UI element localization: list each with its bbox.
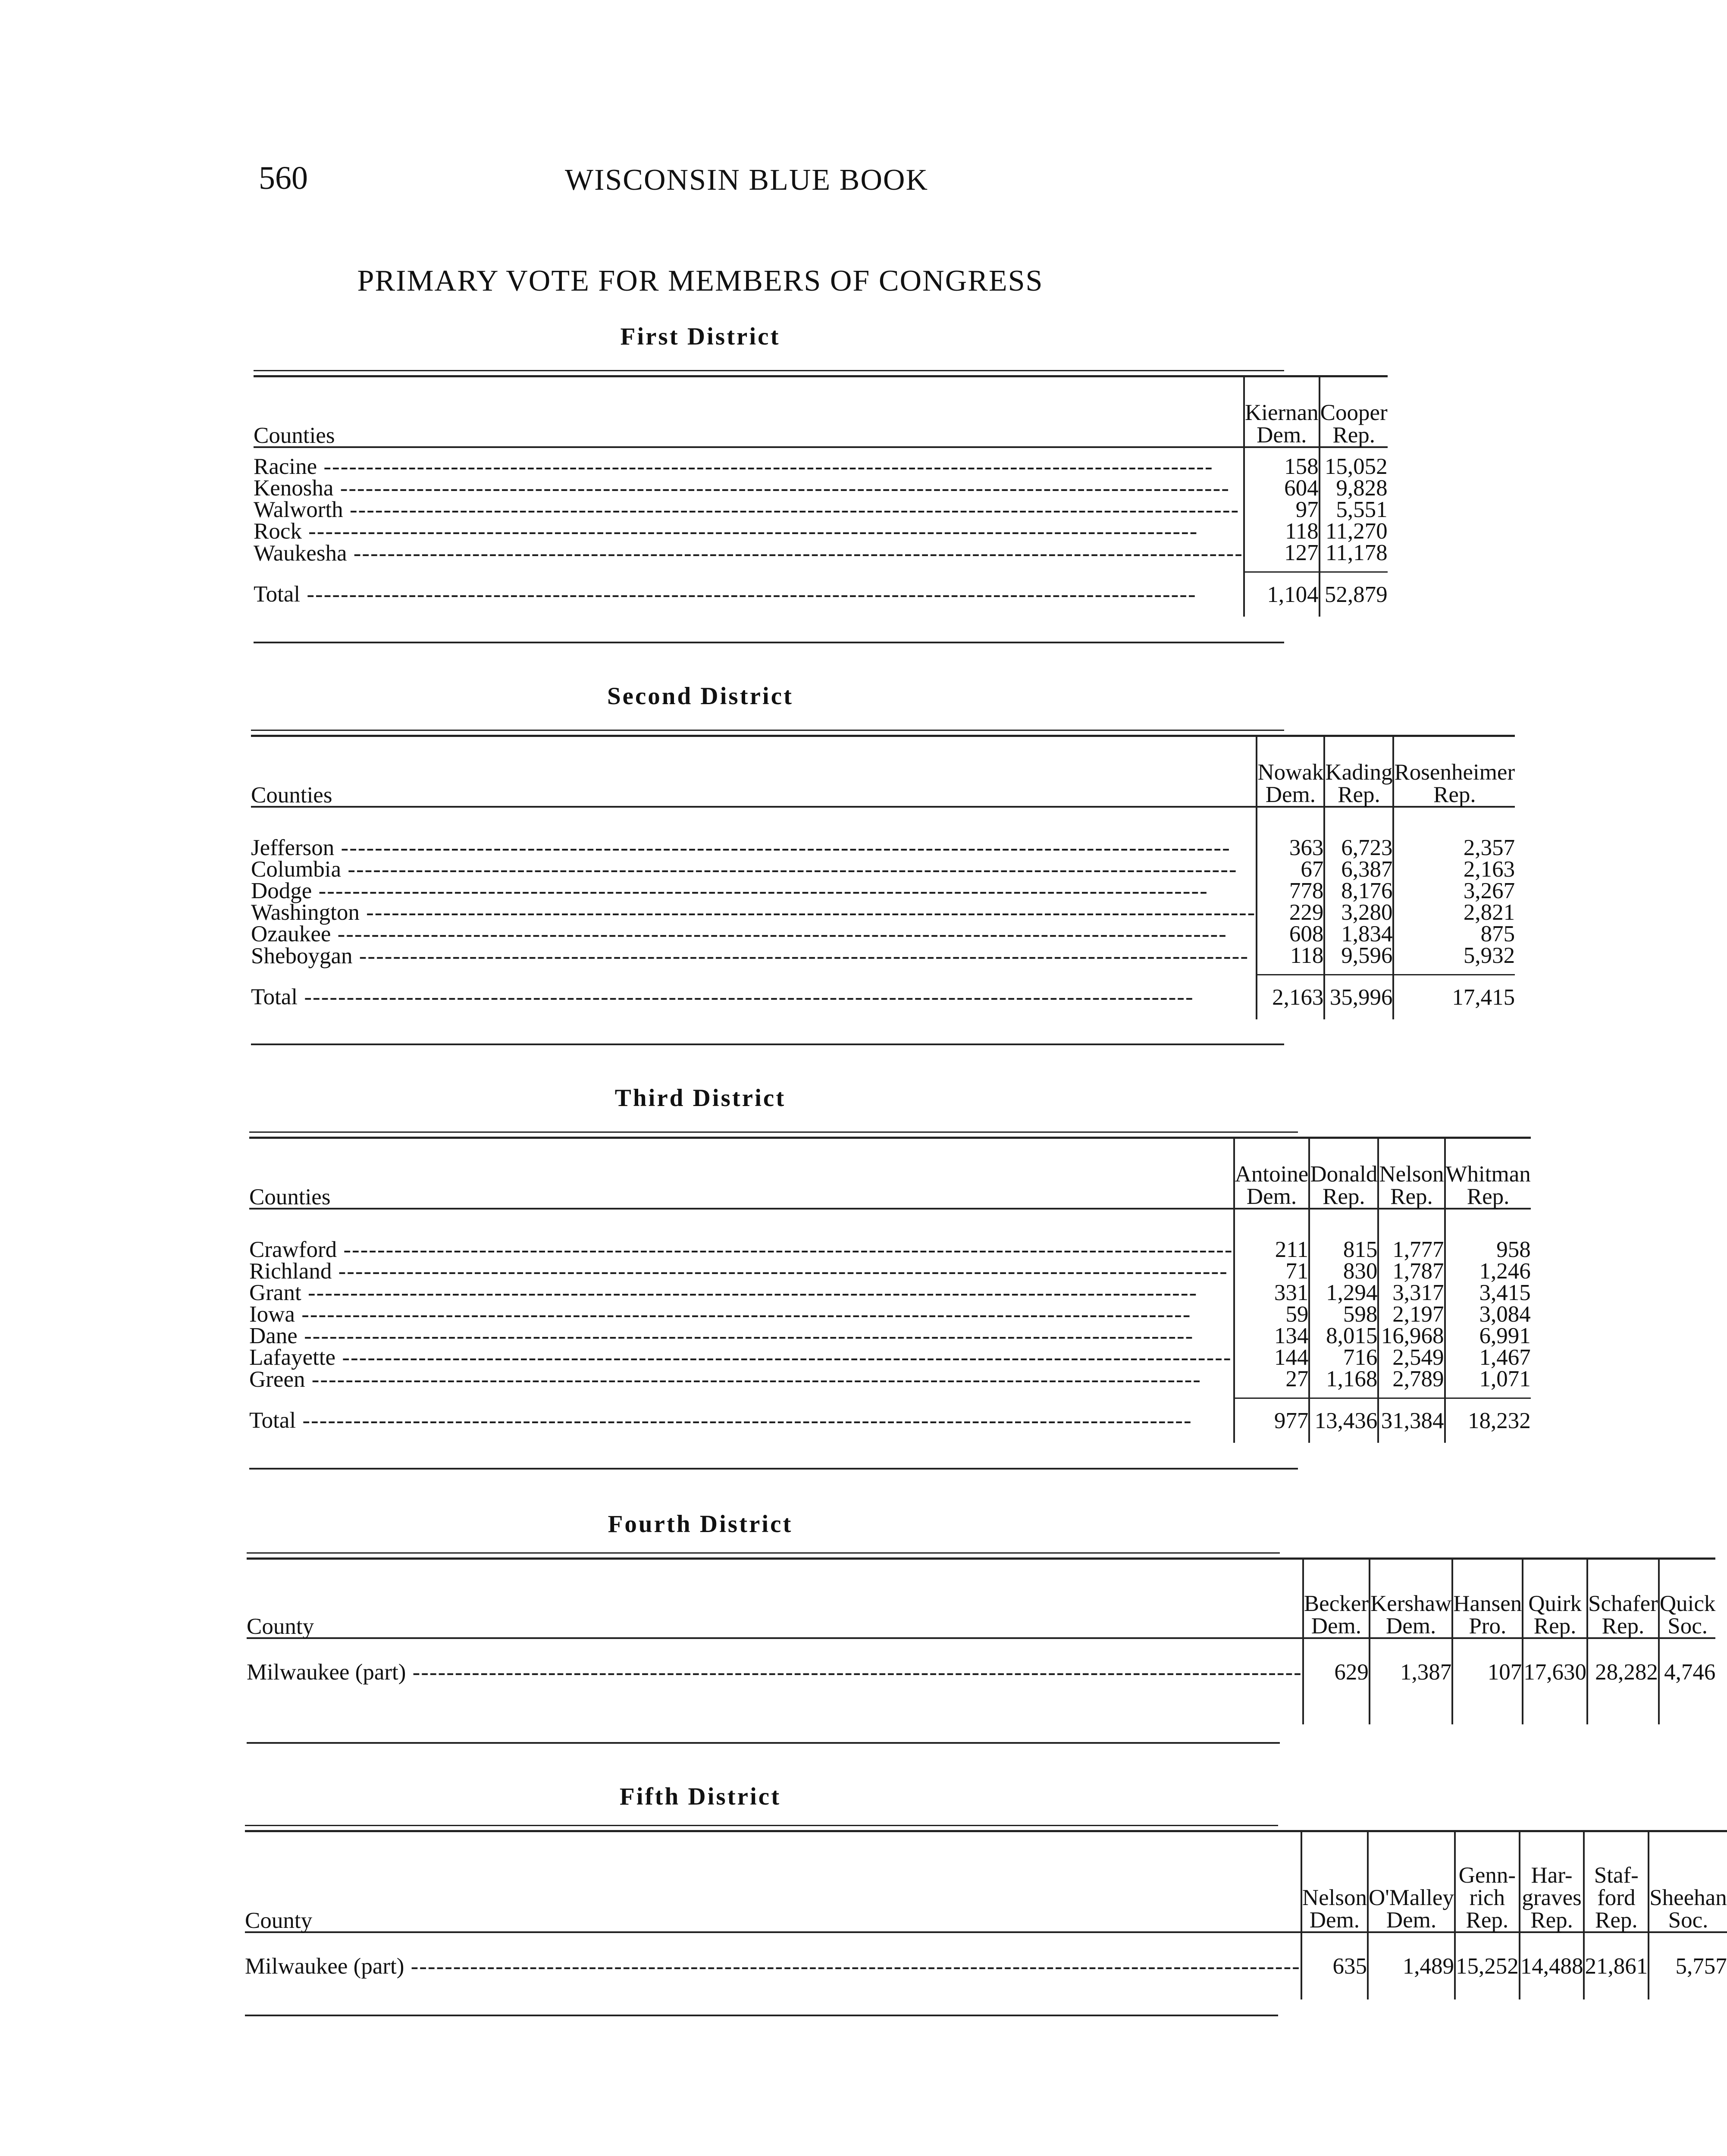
- table-row: [249, 1282, 1531, 1304]
- total-vote-count: 17,415: [1393, 975, 1515, 1020]
- candidate-header: [1523, 1559, 1587, 1639]
- candidate-party: Dem.: [1386, 1908, 1437, 1933]
- page-number: 560: [259, 160, 308, 196]
- vote-count: 118: [1257, 945, 1324, 975]
- candidate-party: Soc.: [1667, 1614, 1708, 1639]
- candidate-header: [1368, 1831, 1455, 1933]
- vote-count: 716: [1309, 1347, 1378, 1368]
- vote-count: 1,071: [1445, 1368, 1531, 1398]
- vote-count: 11,270: [1320, 520, 1388, 542]
- candidate-header: [1320, 376, 1388, 448]
- county-name: Columbia -----: [251, 859, 1257, 880]
- total-row: [254, 572, 1388, 617]
- vote-count: 1,294: [1309, 1282, 1378, 1304]
- district-title-second: Second District: [607, 683, 794, 710]
- total-vote-count: 2,163: [1257, 975, 1324, 1020]
- candidate-name: Cooper: [1320, 400, 1388, 425]
- vote-count: 5,551: [1320, 499, 1388, 520]
- total-vote-count: 1,104: [1244, 572, 1320, 617]
- total-vote-count: 977: [1234, 1398, 1310, 1443]
- table-header-row: [251, 736, 1515, 807]
- vote-count: 3,084: [1445, 1304, 1531, 1325]
- vote-count: 8,176: [1324, 880, 1393, 902]
- candidate-name: Donald: [1310, 1162, 1378, 1187]
- table-row: [249, 1209, 1531, 1260]
- district-title-first: First District: [620, 323, 780, 350]
- county-name: Ozaukee -----: [251, 923, 1257, 945]
- vote-count: 14,488: [1520, 1932, 1584, 1999]
- vote-count: 815: [1309, 1209, 1378, 1260]
- total-row: [249, 1398, 1531, 1443]
- vote-count: 17,630: [1523, 1638, 1587, 1724]
- candidate-header: [1370, 1559, 1452, 1639]
- table-bottom-rule: [249, 1468, 1298, 1470]
- vote-count: 1,168: [1309, 1368, 1378, 1398]
- candidate-party: Dem.: [1311, 1614, 1361, 1639]
- county-name: Dodge -----: [251, 880, 1257, 902]
- candidate-party: Rep.: [1433, 782, 1476, 807]
- candidate-name: Sheehan: [1649, 1885, 1727, 1910]
- candidate-party: Dem.: [1246, 1184, 1297, 1209]
- candidate-header: [1324, 736, 1393, 807]
- candidate-header: [1378, 1138, 1445, 1209]
- vote-count: 3,280: [1324, 902, 1393, 923]
- vote-count: 629: [1303, 1638, 1370, 1724]
- total-label: Total -----: [249, 1398, 1234, 1443]
- vote-count: 6,387: [1324, 859, 1393, 880]
- county-name: Lafayette -----: [249, 1347, 1234, 1368]
- vote-count: 958: [1445, 1209, 1531, 1260]
- vote-count: 331: [1234, 1282, 1310, 1304]
- total-row: [251, 975, 1515, 1020]
- candidate-name: Rosenheimer: [1394, 760, 1515, 785]
- table-top-rule: [247, 1552, 1280, 1554]
- candidate-header: [1244, 376, 1320, 448]
- candidate-header: [1257, 736, 1324, 807]
- table-header-row: [249, 1138, 1531, 1209]
- table-row: [251, 859, 1515, 880]
- table-bottom-rule: [247, 1742, 1280, 1744]
- candidate-party: Rep.: [1390, 1184, 1433, 1209]
- county-name: Rock -----: [254, 520, 1244, 542]
- total-label: Total -----: [251, 975, 1257, 1020]
- candidate-name: Quick: [1659, 1591, 1716, 1616]
- vote-count: 134: [1234, 1325, 1310, 1347]
- county-name: Iowa -----: [249, 1304, 1234, 1325]
- page-title: PRIMARY VOTE FOR MEMBERS OF CONGRESS: [357, 264, 1044, 298]
- vote-count: 127: [1244, 542, 1320, 572]
- vote-count: 21,861: [1584, 1932, 1649, 1999]
- vote-count: 635: [1301, 1932, 1368, 1999]
- vote-count: 15,052: [1320, 447, 1388, 477]
- table-header-row: [247, 1559, 1715, 1639]
- vote-count: 67: [1257, 859, 1324, 880]
- county-name: Waukesha -----: [254, 542, 1244, 572]
- candidate-header: [1659, 1559, 1716, 1639]
- vote-count: 9,828: [1320, 477, 1388, 499]
- candidate-party: Dem.: [1265, 782, 1316, 807]
- vote-count: 27: [1234, 1368, 1310, 1398]
- candidate-party: Rep.: [1338, 782, 1380, 807]
- vote-count: 5,932: [1393, 945, 1515, 975]
- candidate-party: Dem.: [1385, 1614, 1436, 1639]
- vote-count: 97: [1244, 499, 1320, 520]
- county-column-header: County: [247, 1559, 1303, 1639]
- table-header-row: [254, 376, 1388, 448]
- candidate-name: Staf- ford: [1594, 1863, 1639, 1910]
- candidate-header: [1309, 1138, 1378, 1209]
- county-name: Crawford -----: [249, 1209, 1234, 1260]
- total-vote-count: 52,879: [1320, 572, 1388, 617]
- county-name: Racine -----: [254, 447, 1244, 477]
- candidate-party: Rep.: [1466, 1908, 1509, 1933]
- vote-count: 144: [1234, 1347, 1310, 1368]
- vote-count: 5,757: [1649, 1932, 1727, 1999]
- candidate-header: [1301, 1831, 1368, 1933]
- candidate-name: Nowak: [1257, 760, 1324, 785]
- candidate-header: [1455, 1831, 1520, 1933]
- candidate-header: [1584, 1831, 1649, 1933]
- county-column-header: Counties: [251, 736, 1257, 807]
- district-title-fourth: Fourth District: [608, 1510, 793, 1538]
- table-top-rule: [251, 730, 1284, 731]
- running-head: WISCONSIN BLUE BOOK: [565, 163, 928, 197]
- table-row: [249, 1325, 1531, 1347]
- candidate-header: [1649, 1831, 1727, 1933]
- vote-table-third-district: [249, 1137, 1531, 1443]
- vote-count: 6,723: [1324, 807, 1393, 859]
- vote-count: 363: [1257, 807, 1324, 859]
- vote-count: 6,991: [1445, 1325, 1531, 1347]
- vote-table-second-district: [251, 735, 1515, 1019]
- candidate-party: Soc.: [1668, 1908, 1708, 1933]
- vote-count: 158: [1244, 447, 1320, 477]
- vote-count: 830: [1309, 1260, 1378, 1282]
- candidate-name: Kading: [1325, 760, 1393, 785]
- candidate-name: Har- graves: [1522, 1863, 1582, 1910]
- vote-count: 2,789: [1378, 1368, 1445, 1398]
- candidate-name: Genn- rich: [1458, 1863, 1516, 1910]
- candidate-name: Antoine: [1235, 1162, 1309, 1187]
- table-bottom-rule: [254, 642, 1284, 643]
- candidate-party: Dem.: [1257, 423, 1307, 448]
- table-top-rule: [245, 1825, 1278, 1826]
- total-vote-count: 13,436: [1309, 1398, 1378, 1443]
- table-top-rule: [249, 1131, 1298, 1133]
- candidate-name: Quirk: [1528, 1591, 1582, 1616]
- candidate-party: Rep.: [1602, 1614, 1645, 1639]
- candidate-name: Nelson: [1379, 1162, 1444, 1187]
- total-vote-count: 35,996: [1324, 975, 1393, 1020]
- vote-count: 598: [1309, 1304, 1378, 1325]
- candidate-party: Dem.: [1309, 1908, 1360, 1933]
- table-row: [251, 923, 1515, 945]
- total-vote-count: 31,384: [1378, 1398, 1445, 1443]
- candidate-header: [1587, 1559, 1659, 1639]
- vote-count: 604: [1244, 477, 1320, 499]
- county-name: Jefferson -----: [251, 807, 1257, 859]
- vote-count: 229: [1257, 902, 1324, 923]
- county-column-header: Counties: [249, 1138, 1234, 1209]
- vote-count: 9,596: [1324, 945, 1393, 975]
- candidate-name: O'Malley: [1368, 1885, 1454, 1910]
- table-bottom-rule: [245, 2015, 1278, 2016]
- candidate-header: [1520, 1831, 1584, 1933]
- vote-count: 1,387: [1370, 1638, 1452, 1724]
- table-row: [251, 880, 1515, 902]
- vote-count: 211: [1234, 1209, 1310, 1260]
- vote-count: 2,821: [1393, 902, 1515, 923]
- vote-count: 71: [1234, 1260, 1310, 1282]
- vote-count: 2,197: [1378, 1304, 1445, 1325]
- district-title-third: Third District: [614, 1084, 786, 1112]
- table-row: [254, 447, 1388, 477]
- vote-count: 1,246: [1445, 1260, 1531, 1282]
- vote-count: 8,015: [1309, 1325, 1378, 1347]
- candidate-header: [1445, 1138, 1531, 1209]
- county-column-header: Counties: [254, 376, 1244, 448]
- vote-count: 3,317: [1378, 1282, 1445, 1304]
- candidate-party: Rep.: [1332, 423, 1375, 448]
- table-row: [249, 1368, 1531, 1398]
- county-name: Dane -----: [249, 1325, 1234, 1347]
- candidate-name: Schafer: [1588, 1591, 1658, 1616]
- vote-count: 1,777: [1378, 1209, 1445, 1260]
- candidate-name: Nelson: [1302, 1885, 1367, 1910]
- vote-count: 1,787: [1378, 1260, 1445, 1282]
- table-bottom-rule: [251, 1044, 1284, 1045]
- candidate-party: Rep.: [1533, 1614, 1577, 1639]
- candidate-name: Hansen: [1453, 1591, 1522, 1616]
- vote-count: 3,267: [1393, 880, 1515, 902]
- vote-table-fourth-district: [247, 1557, 1715, 1724]
- table-header-row: [245, 1831, 1727, 1933]
- candidate-party: Rep.: [1323, 1184, 1365, 1209]
- county-name: Washington -----: [251, 902, 1257, 923]
- county-name: Sheboygan -----: [251, 945, 1257, 975]
- candidate-name: Becker: [1304, 1591, 1369, 1616]
- county-name: Grant -----: [249, 1282, 1234, 1304]
- candidate-party: Pro.: [1469, 1614, 1507, 1639]
- table-row: [249, 1304, 1531, 1325]
- vote-table-first-district: [254, 375, 1388, 617]
- vote-count: 875: [1393, 923, 1515, 945]
- table-row: [251, 807, 1515, 859]
- total-label: Total -----: [254, 572, 1244, 617]
- vote-count: 11,178: [1320, 542, 1388, 572]
- candidate-name: Kershaw: [1370, 1591, 1452, 1616]
- table-row: [249, 1260, 1531, 1282]
- candidate-header: [1303, 1559, 1370, 1639]
- county-name: Milwaukee (part) -----: [247, 1638, 1303, 1724]
- total-vote-count: 18,232: [1445, 1398, 1531, 1443]
- vote-count: 1,489: [1368, 1932, 1455, 1999]
- county-column-header: County: [245, 1831, 1301, 1933]
- table-row: [245, 1932, 1727, 1999]
- vote-count: 2,549: [1378, 1347, 1445, 1368]
- district-title-fifth: Fifth District: [619, 1783, 781, 1810]
- candidate-header: [1393, 736, 1515, 807]
- vote-count: 59: [1234, 1304, 1310, 1325]
- vote-table-fifth-district: [245, 1830, 1727, 1999]
- table-row: [251, 945, 1515, 975]
- vote-count: 2,163: [1393, 859, 1515, 880]
- candidate-header: [1452, 1559, 1523, 1639]
- vote-count: 2,357: [1393, 807, 1515, 859]
- vote-count: 16,968: [1378, 1325, 1445, 1347]
- county-name: Milwaukee (part) -----: [245, 1932, 1301, 1999]
- vote-count: 3,415: [1445, 1282, 1531, 1304]
- vote-count: 107: [1452, 1638, 1523, 1724]
- vote-count: 778: [1257, 880, 1324, 902]
- vote-count: 608: [1257, 923, 1324, 945]
- candidate-party: Rep.: [1530, 1908, 1573, 1933]
- vote-count: 15,252: [1455, 1932, 1520, 1999]
- table-row: [249, 1347, 1531, 1368]
- vote-count: 118: [1244, 520, 1320, 542]
- county-name: Green -----: [249, 1368, 1234, 1398]
- table-row: [254, 499, 1388, 520]
- candidate-header: [1234, 1138, 1310, 1209]
- table-row: [254, 542, 1388, 572]
- candidate-name: Kiernan: [1244, 400, 1319, 425]
- county-name: Kenosha -----: [254, 477, 1244, 499]
- vote-count: 1,834: [1324, 923, 1393, 945]
- table-row: [251, 902, 1515, 923]
- vote-count: 4,746: [1659, 1638, 1716, 1724]
- table-row: [254, 477, 1388, 499]
- county-name: Walworth -----: [254, 499, 1244, 520]
- county-name: Richland -----: [249, 1260, 1234, 1282]
- table-row: [254, 520, 1388, 542]
- vote-count: 1,467: [1445, 1347, 1531, 1368]
- table-row: [247, 1638, 1715, 1724]
- vote-count: 28,282: [1587, 1638, 1659, 1724]
- table-top-rule: [254, 370, 1284, 371]
- candidate-party: Rep.: [1467, 1184, 1510, 1209]
- candidate-name: Whitman: [1445, 1162, 1531, 1187]
- candidate-party: Rep.: [1595, 1908, 1638, 1933]
